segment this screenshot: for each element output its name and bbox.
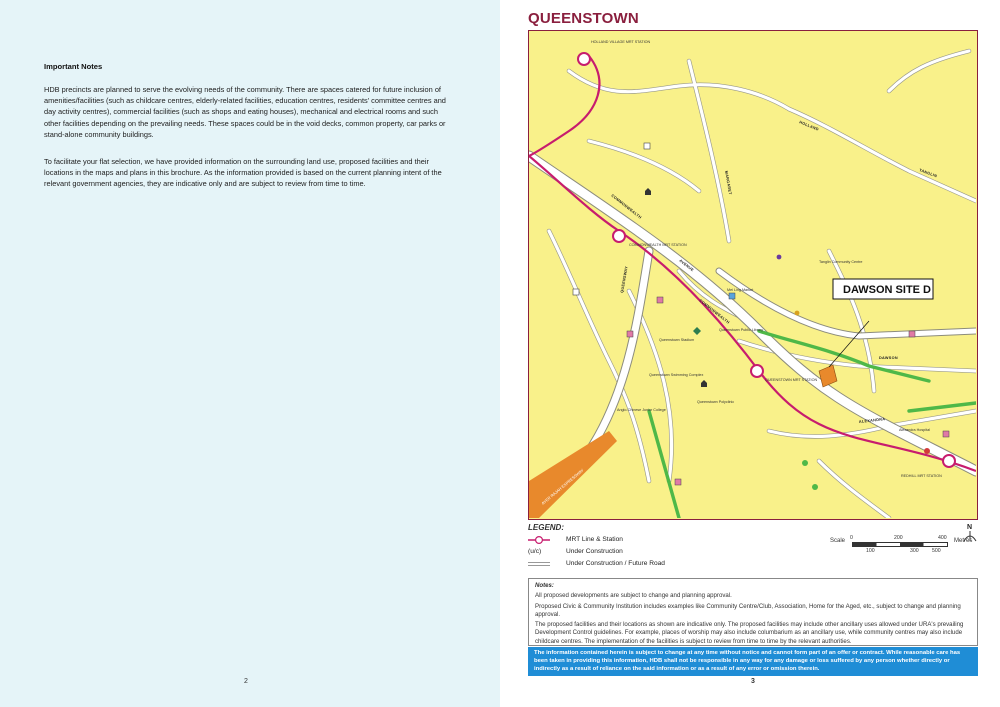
scale-tick-100: 100 xyxy=(866,548,875,554)
road-label-tanglin: TANGLIN xyxy=(918,168,938,179)
map-svg xyxy=(529,31,976,518)
road-label-alexandra: ALEXANDRA xyxy=(858,417,886,424)
market-icon xyxy=(657,297,663,303)
site-label-text: DAWSON SITE D xyxy=(843,284,932,296)
important-notes-heading: Important Notes xyxy=(44,62,103,71)
worship-icon xyxy=(795,311,800,316)
scale-tick-200: 200 xyxy=(894,535,903,541)
scale-bar xyxy=(852,542,948,547)
market-icon xyxy=(909,331,915,337)
legend-under-construction-label: Under Construction xyxy=(566,548,623,555)
mrt-station-redhill xyxy=(943,455,955,467)
under-construction-symbol: (u/c) xyxy=(528,548,542,555)
park-icon xyxy=(802,460,808,466)
notes-line-3: The proposed facilities and their locations as shown are indicative only. The proposed facilities may include other ancillary uses allowed under URA's prevailing Development Control guidelines. For example, places of worship may also include columbarium as an ancillary use, while community centres may also include childcare centres. The implementation of the facilities is subject to review from time to time by the relevant authorities. xyxy=(535,621,964,645)
notes-box xyxy=(528,578,978,646)
road-label-avenue: AVENUE xyxy=(678,258,695,273)
map-title: QUEENSTOWN xyxy=(528,10,639,27)
road-label-holland: HOLLAND xyxy=(798,120,820,132)
scale-units: Metres xyxy=(954,538,973,544)
label-swimming: Queenstown Swimming Complex xyxy=(649,373,704,377)
legend-future-road-label: Under Construction / Future Road xyxy=(566,560,665,567)
scale-tick-500: 500 xyxy=(932,548,941,554)
label-polyclinic: Queenstown Polyclinic xyxy=(697,400,735,404)
mrt-station-holland-village xyxy=(578,53,590,65)
page-number-right: 3 xyxy=(751,678,755,685)
scale-label: Scale xyxy=(830,538,846,544)
road-label-commonwealth-drive: COMMONWEALTH xyxy=(698,298,731,325)
label-anglo-chinese: Anglo-Chinese Junior College xyxy=(617,408,666,412)
road-label-dawson: DAWSON xyxy=(879,356,898,360)
future-road-symbol xyxy=(528,559,550,569)
park-icon xyxy=(812,484,818,490)
market-icon xyxy=(627,331,633,337)
road-label-queensway: QUEENSWAY xyxy=(620,265,629,294)
scale-tick-0: 0 xyxy=(850,535,853,541)
label-holland-village-mrt: HOLLAND VILLAGE MRT STATION xyxy=(591,40,651,44)
label-commonwealth-mrt: COMMONWEALTH MRT STATION xyxy=(629,243,687,247)
expressway-label: AYER RAJAH EXPRESSWAY xyxy=(540,467,585,506)
important-notes-paragraph-2: To facilitate your flat selection, we have provided information on the surrounding land use, proposed facilities and their locations in the maps and plans in this brochure. As the information provided is based on the current planning intent of the relevant government agencies, they are indicative only and are subject to review from time to time. xyxy=(44,157,442,189)
legend-mrt-label: MRT Line & Station xyxy=(566,536,623,543)
mrt-station-commonwealth xyxy=(613,230,625,242)
north-label: N xyxy=(967,524,973,531)
road-label-margaret: MARGARET xyxy=(724,170,733,196)
label-tanglin-cc: Tanglin Community Centre xyxy=(819,260,863,264)
road-label-commonwealth: COMMONWEALTH xyxy=(610,193,643,220)
disclaimer-box: The information contained herein is subject to change at any time without notice and cannot form part of an offer or contract. While reasonable care has been taken in providing this information, HDB shall not be responsible in any way for any damage or loss suffered by any person whether directly or indirectly as a result of reliance on the said information or as a result of any error or omission therein. xyxy=(528,647,978,676)
location-map xyxy=(528,30,978,520)
label-mei-ling: Mei Ling Market xyxy=(727,288,754,292)
scale-tick-400: 400 xyxy=(938,535,947,541)
important-notes-paragraph-1: HDB precincts are planned to serve the evolving needs of the community. There are spaces catered for future inclusion of amenities/facilities (such as childcare centres, elderly-related facilities, education centres, residents' committee centres and day activity centres), commercial facilities (such as shops and eating houses), mechanical and electrical rooms and such other facilities depending on the prevailing needs. These spaces could be in the void decks, common property, car parks or stand-alone community buildings. xyxy=(44,85,446,139)
library-icon xyxy=(729,293,735,299)
worship-icon xyxy=(777,255,782,260)
label-library: Queenstown Public Library xyxy=(719,328,764,332)
label-alexandra-hospital: Alexandra Hospital xyxy=(899,428,930,432)
notes-line-2: Proposed Civic & Community Institution includes examples like Community Centre/Club, Association, Home for the Aged, etc., subject to change and planning approval. xyxy=(535,602,961,618)
hospital-icon xyxy=(924,448,930,454)
notes-line-1: All proposed developments are subject to change and planning approval. xyxy=(535,592,732,600)
school-icon xyxy=(644,143,650,149)
scale-tick-300: 300 xyxy=(910,548,919,554)
label-stadium: Queenstown Stadium xyxy=(659,338,695,342)
mrt-station-queenstown xyxy=(751,365,763,377)
label-queenstown-mrt: QUEENSTOWN MRT STATION xyxy=(765,378,818,382)
mrt-line-symbol xyxy=(528,535,550,545)
school-icon xyxy=(573,289,579,295)
market-icon xyxy=(675,479,681,485)
north-arrow-icon xyxy=(962,522,978,544)
market-icon xyxy=(943,431,949,437)
legend-title: LEGEND: xyxy=(528,523,564,532)
label-redhill-mrt: REDHILL MRT STATION xyxy=(901,474,942,478)
notes-title: Notes: xyxy=(535,582,554,589)
page-number-left: 2 xyxy=(244,678,248,685)
right-page xyxy=(500,0,1000,707)
